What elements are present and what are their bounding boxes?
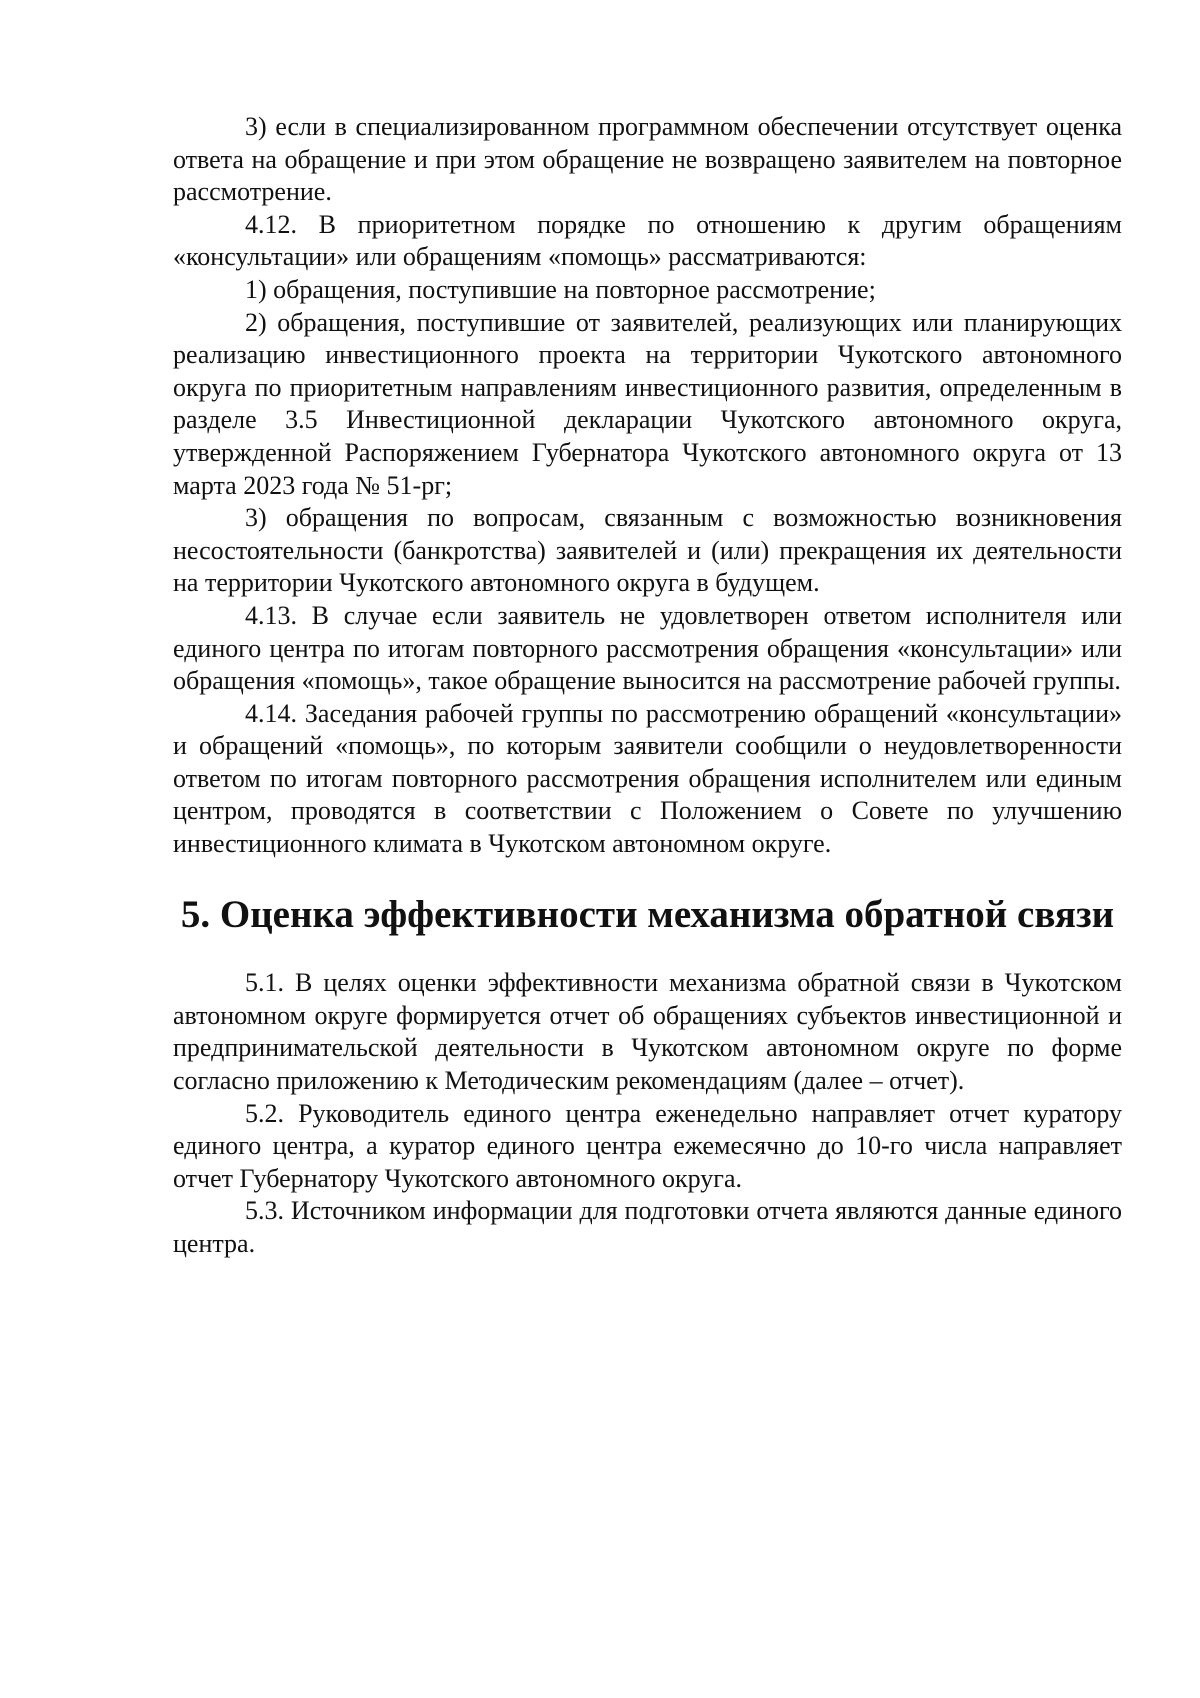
paragraph-4-13: 4.13. В случае если заявитель не удовлетворен ответом исполнителя или единого центра по итогам повторного рассмотрения обращения «консультации» или обращения «помощь», такое обращение выносится на рассмотрение рабочей группы. [173,600,1122,696]
paragraph-4-12-item-1: 1) обращения, поступившие на повторное рассмотрение; [245,274,876,304]
paragraph-4-12: 4.12. В приоритетном порядке по отношению к другим обращениям «консультации» или обращениям «помощь» рассматриваются: [173,209,1122,272]
section-heading: 5. Оценка эффективности механизма обратной связи [180,892,1115,936]
paragraph-5-1: 5.1. В целях оценки эффективности механизма обратной связи в Чукотском автономном округе формируется отчет об обращениях субъектов инвестиционной и предпринимательской деятельности в Чукотском автономном округе по форме согласно приложению к Методическим рекомендациям (далее – отчет). [173,968,1122,1096]
paragraph-4-12-item-3: 3) обращения по вопросам, связанным с возможностью возникновения несостоятельности (банкротства) заявителей и (или) прекращения их деятельности на территории Чукотского автономного округа в будущем. [173,503,1122,598]
paragraph-4-12-item-2: 2) обращения, поступившие от заявителей, реализующих или планирующих реализацию инвестиционного проекта на территории Чукотского автономного округа по приоритетным направлениям инвестиционного развития, определенным в разделе 3.5 Инвестиционной декларации Чукотского автономного округа, утвержденной Распоряжением Губернатора Чукотского автономного округа от 13 марта 2023 года № 51-рг; [173,307,1122,500]
paragraph-5-3: 5.3. Источником информации для подготовки отчета являются данные единого центра. [173,1196,1122,1258]
paragraph-item-3-no-evaluation: 3) если в специализированном программном обеспечении отсутствует оценка ответа на обращение и при этом обращение не возвращено заявителем на повторное рассмотрение. [173,112,1122,207]
document-page [173,111,1122,1261]
paragraph-5-2: 5.2. Руководитель единого центра еженедельно направляет отчет куратору единого центра, а куратор единого центра ежемесячно до 10-го числа направляет отчет Губернатору Чукотского автономного округа. [173,1098,1122,1193]
paragraph-4-14: 4.14. Заседания рабочей группы по рассмотрению обращений «консультации» и обращений «помощь», по которым заявители сообщили о неудовлетворенности ответом по итогам повторного рассмотрения обращения исполнителем или единым центром, проводятся в соответствии с Положением о Совете по улучшению инвестиционного климата в Чукотском автономном округе. [173,698,1122,859]
